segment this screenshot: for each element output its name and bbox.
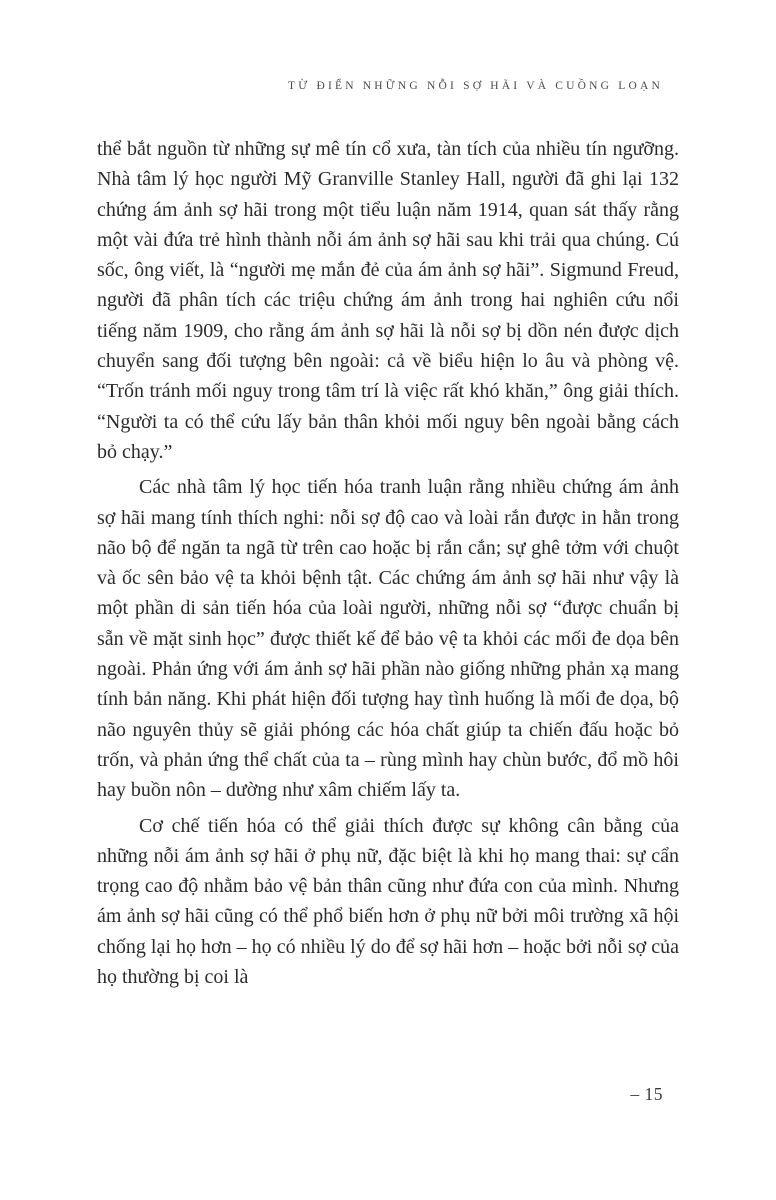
paragraph: Các nhà tâm lý học tiến hóa tranh luận rằng nhiều chứng ám ảnh sợ hãi mang tính thích nghi: nỗi sợ độ cao và loài rắn được in hằn trong não bộ để ngăn ta ngã từ trên cao hoặc bị rắn cắn; sự ghê tởm với chuột và ốc sên bảo vệ ta khỏi bệnh tật. Các chứng ám ảnh sợ hãi như vậy là một phần di sản tiến hóa của loài người, những nỗi sợ “được chuẩn bị sẵn về mặt sinh học” được thiết kế để bảo vệ ta khỏi các mối đe dọa bên ngoài. Phản ứng với ám ảnh sợ hãi phần nào giống những phản xạ mang tính bản năng. Khi phát hiện đối tượng hay tình huống là mối đe dọa, bộ não nguyên thủy sẽ giải phóng các hóa chất giúp ta chiến đấu hoặc bỏ trốn, và phản ứng thể chất của ta – rùng mình hay chùn bước, đổ mồ hôi hay buồn nôn – dường như xâm chiếm lấy ta. (97, 476, 679, 802)
running-header-title: TỪ ĐIỂN NHỮNG NỖI SỢ HÃI VÀ CUỒNG LOẠN (288, 80, 663, 92)
page-number: – 15 (630, 1084, 663, 1104)
paragraph: Cơ chế tiến hóa có thể giải thích được sự không cân bằng của những nỗi ám ảnh sợ hãi ở phụ nữ, đặc biệt là khi họ mang thai: sự cẩn trọng cao độ nhằm bảo vệ bản thân cũng như đứa con của mình. Nhưng ám ảnh sợ hãi cũng có thể phổ biến hơn ở phụ nữ bởi môi trường xã hội chống lại họ hơn – họ có nhiều lý do để sợ hãi hơn – hoặc bởi nỗi sợ của họ thường bị coi là (97, 814, 679, 989)
page-body (97, 134, 679, 997)
paragraph: thể bắt nguồn từ những sự mê tín cổ xưa, tàn tích của nhiều tín ngưỡng. Nhà tâm lý học người Mỹ Granville Stanley Hall, người đã ghi lại 132 chứng ám ảnh sợ hãi trong một tiểu luận năm 1914, quan sát thấy rằng một vài đứa trẻ hình thành nỗi ám ảnh sợ hãi sau khi trải qua chúng. Cú sốc, ông viết, là “người mẹ mắn đẻ của ám ảnh sợ hãi”. Sigmund Freud, người đã phân tích các triệu chứng ám ảnh trong hai nghiên cứu nổi tiếng năm 1909, cho rằng ám ảnh sợ hãi là nỗi sợ bị dồn nén được dịch chuyển sang đối tượng bên ngoài: cả về biểu hiện lo âu và phòng vệ. “Trốn tránh mối nguy trong tâm trí là việc rất khó khăn,” ông giải thích. “Người ta có thể cứu lấy bản thân khỏi mối nguy bên ngoài bằng cách bỏ chạy.” (97, 138, 679, 463)
